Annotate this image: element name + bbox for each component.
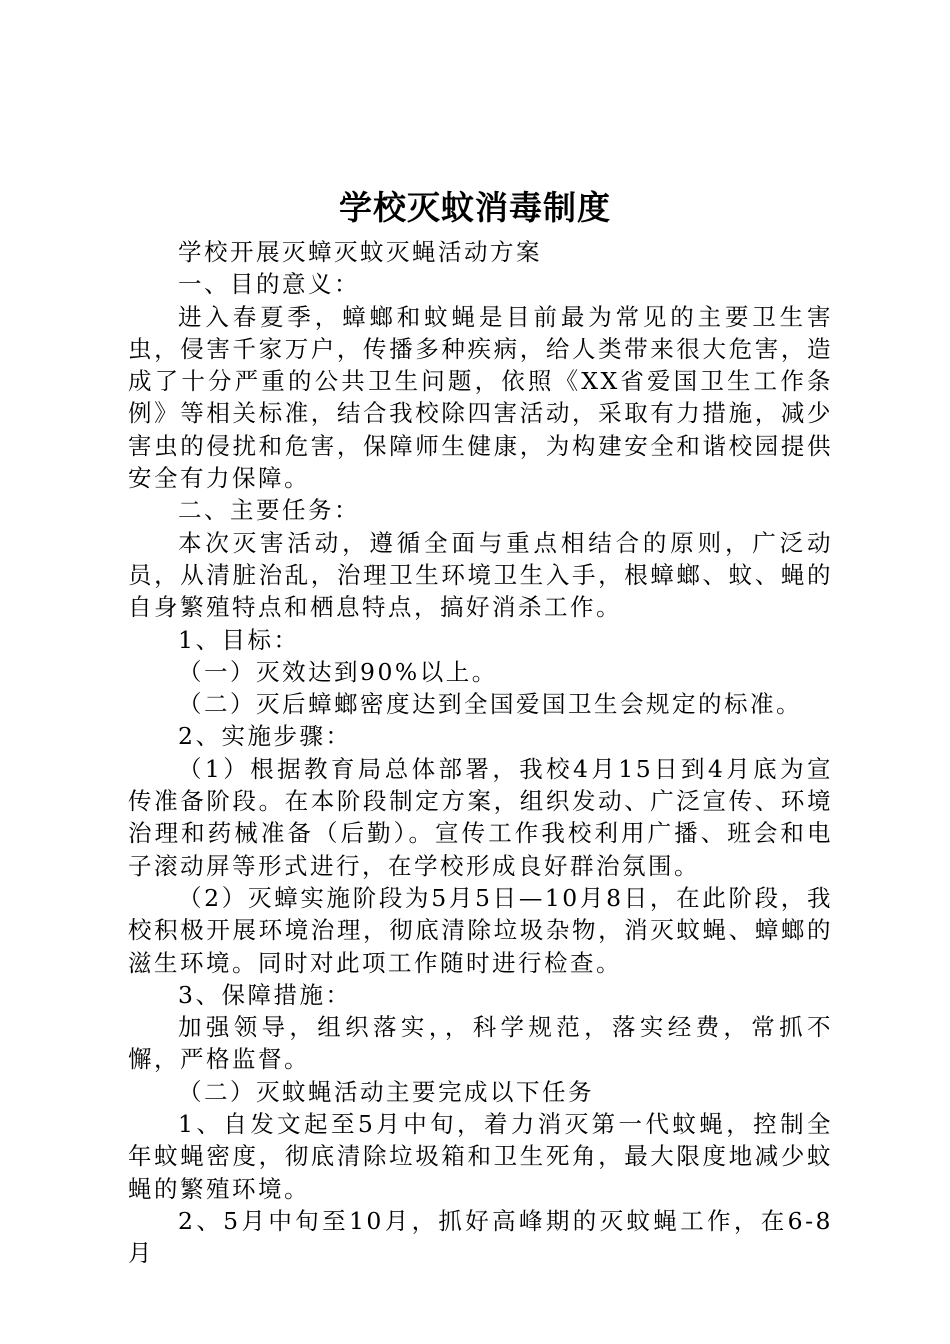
document-title: 学校灭蚊消毒制度 bbox=[339, 188, 611, 227]
heading-mosquito-tasks: （二）灭蚊蝇活动主要完成以下任务 bbox=[178, 1077, 594, 1106]
heading-measures: 3、保障措施： bbox=[178, 980, 352, 1009]
paragraph-measures: 加强领导，组织落实，，科学规范，落实经费，常抓不懈，严格监督。 bbox=[128, 1013, 833, 1074]
goal-item-2: （二）灭后蟑螂密度达到全国爱国卫生会规定的标准。 bbox=[178, 690, 802, 719]
step-item-1: （1）根据教育局总体部署，我校4月15日到4月底为宣传准备阶段。在本阶段制定方案，组织发动、广泛宣传、环境治理和药械准备（后勤）。宣传工作我校利用广播、班会和电子滚动屏等形式进行，在学校形成良好群治氛围。 bbox=[128, 754, 833, 880]
heading-goals: 1、目标： bbox=[178, 625, 300, 654]
heading-main-tasks: 二、主要任务： bbox=[178, 496, 360, 525]
step-item-2: （2）灭蟑实施阶段为5月5日—10月8日，在此阶段，我校积极开展环境治理，彻底清除垃圾杂物，消灭蚊蝇、蟑螂的滋生环境。同时对此项工作随时进行检查。 bbox=[128, 883, 833, 977]
mosquito-task-1: 1、自发文起至5月中旬，着力消灭第一代蚊蝇，控制全年蚊蝇密度，彻底清除垃圾箱和卫生死角，最大限度地减少蚊蝇的繁殖环境。 bbox=[128, 1110, 833, 1203]
mosquito-task-2: 2、5月中旬至10月，抓好高峰期的灭蚊蝇工作，在6-8月 bbox=[128, 1206, 833, 1268]
heading-purpose: 一、目的意义： bbox=[178, 270, 360, 299]
goal-item-1: （一）灭效达到90%以上。 bbox=[178, 657, 498, 686]
heading-steps: 2、实施步骤： bbox=[178, 722, 352, 751]
paragraph-main-tasks: 本次灭害活动，遵循全面与重点相结合的原则，广泛动员，从清脏治乱，治理卫生环境卫生入手，根蟑螂、蚊、蝇的自身繁殖特点和栖息特点，搞好消杀工作。 bbox=[128, 528, 833, 622]
paragraph-plan-title: 学校开展灭蟑灭蚊灭蝇活动方案 bbox=[178, 238, 542, 266]
paragraph-purpose: 进入春夏季，蟑螂和蚊蝇是目前最为常见的主要卫生害虫，侵害千家万户，传播多种疾病，给人类带来很大危害，造成了十分严重的公共卫生问题，依照《XX省爱国卫生工作条例》等相关标准，结合我校除四害活动，采取有力措施，减少害虫的侵扰和危害，保障师生健康，为构建安全和谐校园提供安全有力保障。 bbox=[128, 302, 833, 493]
document-body bbox=[128, 236, 833, 1270]
